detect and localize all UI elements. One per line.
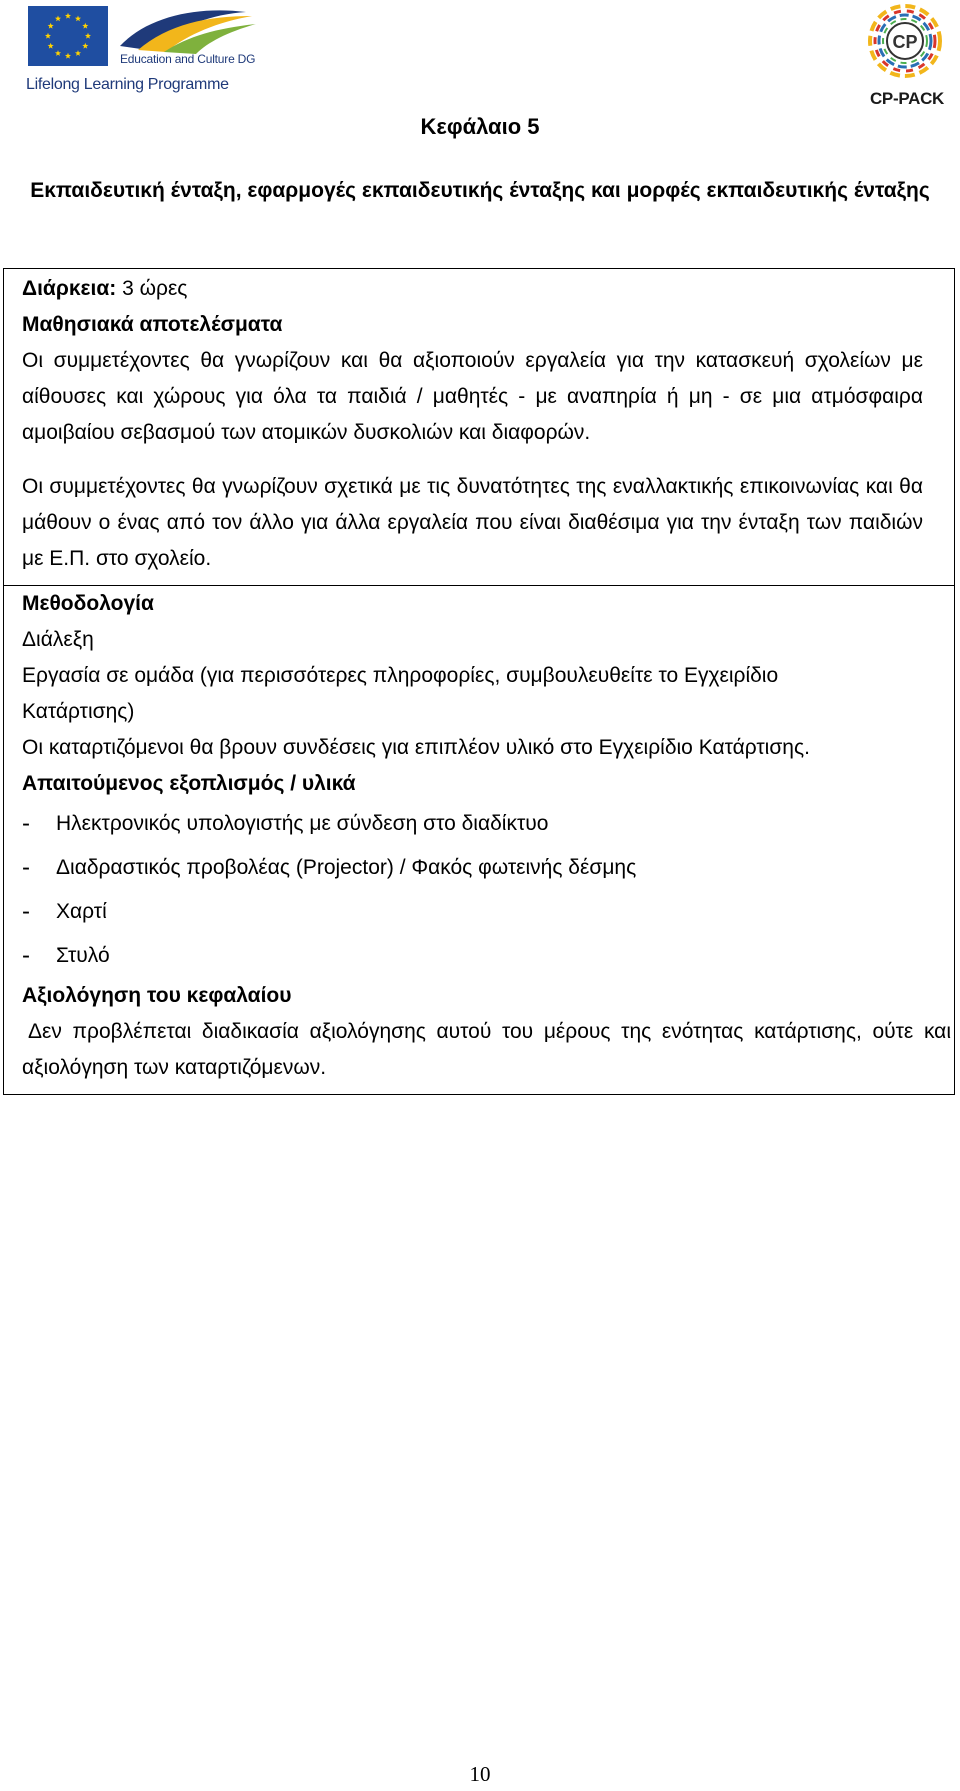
equipment-heading: Απαιτούμενος εξοπλισμός / υλικά <box>22 772 356 795</box>
eu-flag-icon <box>28 6 108 66</box>
eu-programme-text: Lifelong Learning Programme <box>26 76 229 93</box>
education-culture-swoosh-icon <box>118 6 258 56</box>
outcomes-section <box>4 269 954 585</box>
cp-pack-logo <box>862 4 952 108</box>
list-item <box>22 846 951 890</box>
evaluation-heading: Αξιολόγηση του κεφαλαίου <box>22 984 292 1007</box>
chapter-subtitle: Εκπαιδευτική ένταξη, εφαρμογές εκπαιδευτικής ένταξης και μορφές εκπαιδευτικής ένταξης <box>30 179 930 202</box>
duration-line <box>22 269 951 307</box>
bullet-dash: - <box>22 810 30 837</box>
eu-department-text: Education and Culture DG <box>120 52 256 66</box>
list-item <box>22 890 951 934</box>
learning-outcomes-heading: Μαθησιακά αποτελέσματα <box>22 313 283 336</box>
chapter-info-table <box>3 268 955 1095</box>
methodology-heading: Μεθοδολογία <box>22 592 154 615</box>
list-item <box>22 802 951 846</box>
equipment-list <box>22 802 951 978</box>
evaluation-text: Δεν προβλέπεται διαδικασία αξιολόγησης αυτού του μέρους της ενότητας κατάρτισης, ούτε και αξιολόγηση των καταρτιζόμενων. <box>22 1020 951 1079</box>
equipment-item-text: Στυλό <box>56 944 110 967</box>
methodology-section <box>4 585 954 1094</box>
methodology-line: Εργασία σε ομάδα (για περισσότερες πληροφορίες, συμβουλευθείτε το Εγχειρίδιο Κατάρτισης) <box>22 664 779 723</box>
cp-pack-emblem-icon <box>868 4 942 78</box>
list-item <box>22 934 951 978</box>
learning-outcomes-paragraph: Οι συμμετέχοντες θα γνωρίζουν και θα αξιοποιούν εργαλεία για την κατασκευή σχολείων με αίθουσες και χώρους για όλα τα παιδιά / μαθητές - με αναπηρία ή μη - σε μια ατμόσφαιρα αμοιβαίου σεβασμού των ατομικών δυσκολιών και διαφορών. <box>22 349 923 444</box>
methodology-line: Διάλεξη <box>22 628 94 651</box>
bullet-dash: - <box>22 942 30 969</box>
bullet-dash: - <box>22 898 30 925</box>
eu-lifelong-learning-logo <box>26 6 256 98</box>
equipment-item-text: Ηλεκτρονικός υπολογιστής με σύνδεση στο διαδίκτυο <box>56 812 549 835</box>
equipment-item-text: Χαρτί <box>56 900 107 923</box>
cp-emblem-text: CP <box>892 32 918 52</box>
methodology-line: Οι καταρτιζόμενοι θα βρουν συνδέσεις για επιπλέον υλικό στο Εγχειρίδιο Κατάρτισης. <box>22 736 810 759</box>
duration-value: 3 ώρες <box>122 277 188 300</box>
duration-label: Διάρκεια: <box>22 277 117 300</box>
bullet-dash: - <box>22 854 30 881</box>
page-number: 10 <box>469 1762 491 1786</box>
cp-pack-label: CP-PACK <box>869 89 945 108</box>
learning-outcomes-paragraph: Οι συμμετέχοντες θα γνωρίζουν σχετικά με τις δυνατότητες της εναλλακτικής επικοινωνίας και θα μάθουν ο ένας από τον άλλο για άλλα εργαλεία που είναι διαθέσιμα για την ένταξη των παιδιών με Ε.Π. στο σχολείο. <box>22 475 923 570</box>
chapter-title: Κεφάλαιο 5 <box>420 114 540 139</box>
equipment-item-text: Διαδραστικός προβολέας (Projector) / Φακός φωτεινής δέσμης <box>56 856 637 879</box>
